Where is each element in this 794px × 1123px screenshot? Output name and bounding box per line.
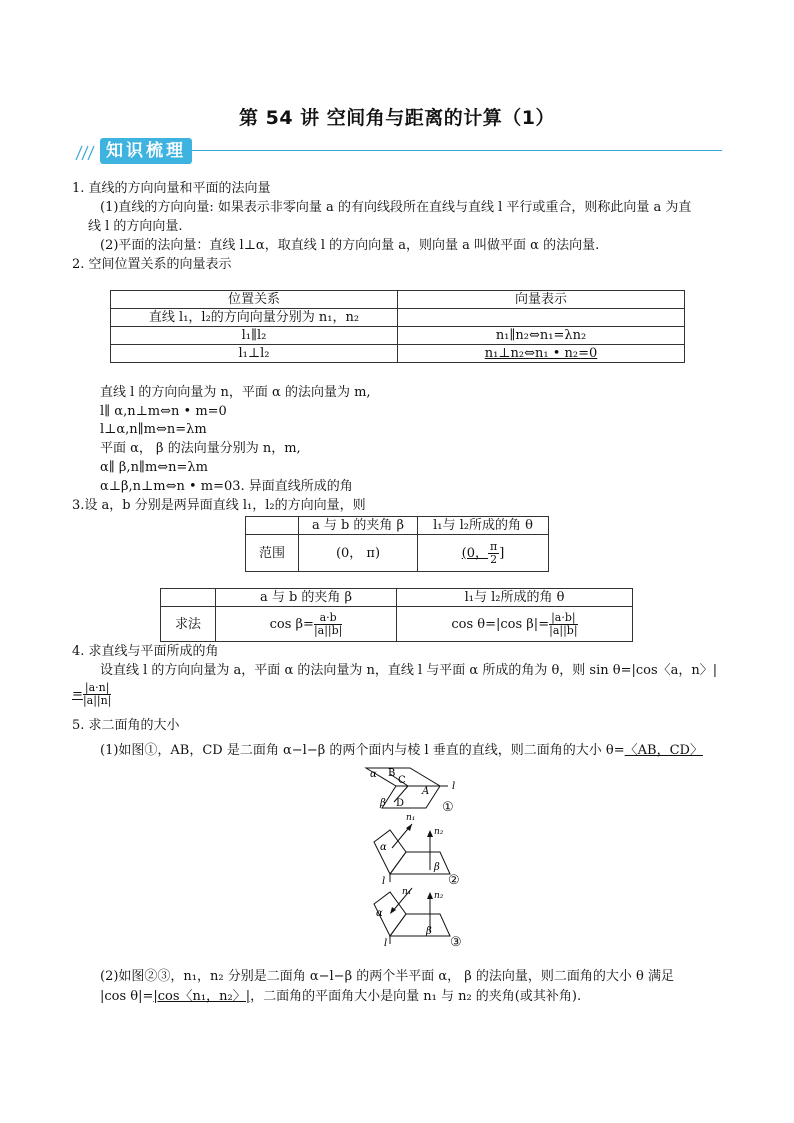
fig1-beta-label: β xyxy=(380,798,386,809)
s4-line1: 设直线 l 的方向向量为 a，平面 α 的法向量为 n，直线 l 与平面 α 所成的角为 θ，则 sin θ=|cos〈a，n〉| xyxy=(100,663,718,678)
range-theta: (0， $\frac{\pi}{2}$ ] xyxy=(418,535,549,572)
position-relation-table xyxy=(110,290,685,363)
angle-range-table xyxy=(245,516,549,572)
fig1-C-label: C xyxy=(398,775,406,786)
fig2-n2-label: n₂ xyxy=(434,827,444,837)
fig2-alpha-label: α xyxy=(380,842,387,853)
figure-number-2: ② xyxy=(448,873,460,888)
s2-line: α⊥β,n⊥m⇔n • m=03. 异面直线所成的角 xyxy=(100,479,353,494)
s3-intro: 3.设 a，b 分别是两异面直线 l₁，l₂的方向向量，则 xyxy=(72,498,366,513)
s2-line: 直线 l 的方向向量为 n，平面 α 的法向量为 m, xyxy=(100,385,371,400)
s1-p2: (2)平面的法向量：直线 l⊥α，取直线 l 的方向向量 a，则向量 a 叫做平面 α 的法向量. xyxy=(100,238,600,253)
fig1-B-label: B xyxy=(388,768,396,779)
s5-heading: 5. 求二面角的大小 xyxy=(72,718,180,733)
s4-formula: = $\frac{|a\cdot n|}{|a||n|}$ xyxy=(72,681,112,707)
range-beta: (0， π) xyxy=(299,535,418,572)
table-header: a 与 b 的夹角 β xyxy=(216,589,397,607)
s1-p1b: 线 l 的方向向量. xyxy=(88,219,183,234)
table-cell: l₁∥l₂ xyxy=(111,327,398,345)
section-header xyxy=(72,138,722,168)
s2-heading: 2. 空间位置关系的向量表示 xyxy=(72,257,232,272)
section-decoration-icon xyxy=(72,144,98,162)
section-badge: 知识梳理 xyxy=(100,138,192,164)
table-header: 位置关系 xyxy=(111,291,398,309)
fig2-n1-label: n₁ xyxy=(406,813,416,823)
fig2-beta-label: β xyxy=(434,862,440,873)
formula-cos-beta: cos β= $\frac{a\cdot b}{|a||b|}$ xyxy=(216,607,397,642)
angle-formula-table xyxy=(160,588,633,642)
fig2-l-label: l xyxy=(382,876,386,886)
table-cell: n₁⊥n₂⇔n₁ • n₂=0 xyxy=(398,345,685,363)
s5-p1: (1)如图①，AB，CD 是二面角 α−l−β 的两个面内与棱 l 垂直的直线，则二面角的大小 θ=〈AB，CD〉 xyxy=(100,743,703,758)
dihedral-figure-2 xyxy=(368,812,458,886)
figure-number-1: ① xyxy=(442,800,454,815)
s1-heading: 1. 直线的方向向量和平面的法向量 xyxy=(72,181,271,196)
page-title: 第 54 讲 空间角与距离的计算（1） xyxy=(238,107,555,129)
table-header: l₁与 l₂所成的角 θ xyxy=(397,589,633,607)
table-header xyxy=(161,589,216,607)
figure-number-3: ③ xyxy=(450,935,462,950)
s4-heading: 4. 求直线与平面所成的角 xyxy=(72,644,219,659)
fig1-D-label: D xyxy=(396,798,405,809)
row-label: 求法 xyxy=(161,607,216,642)
table-cell: 直线 l₁，l₂的方向向量分别为 n₁，n₂ xyxy=(111,309,398,327)
s1-p1a: (1)直线的方向向量: 如果表示非零向量 a 的有向线段所在直线与直线 l 平行或重合，则称此向量 a 为直 xyxy=(100,200,692,215)
formula-cos-theta: cos θ=|cos β|= $\frac{|a\cdot b|}{|a||b|}$ xyxy=(397,607,633,642)
fig3-l-label: l xyxy=(384,938,388,948)
s5-p2a: (2)如图②③，n₁，n₂ 分别是二面角 α−l−β 的两个半平面 α， β 的法向量，则二面角的大小 θ 满足 xyxy=(100,969,674,984)
s2-line: α∥ β,n∥m⇔n=λm xyxy=(100,460,208,475)
table-header: l₁与 l₂所成的角 θ xyxy=(418,517,549,535)
s2-line: 平面 α， β 的法向量分别为 n，m, xyxy=(100,441,301,456)
table-header: a 与 b 的夹角 β xyxy=(299,517,418,535)
fig1-A-label: A xyxy=(422,786,430,797)
fig3-n2-label: n₂ xyxy=(434,891,444,901)
table-header xyxy=(246,517,299,535)
s2-line: l⊥α,n∥m⇔n=λm xyxy=(100,422,207,437)
row-label: 范围 xyxy=(246,535,299,572)
s2-line: l∥ α,n⊥m⇔n • m=0 xyxy=(100,404,227,419)
dihedral-figure-3 xyxy=(368,882,458,948)
s5-p2b: |cos θ|=|cos〈n₁，n₂〉|，二面角的平面角大小是向量 n₁ 与 n₂ 的夹角(或其补角). xyxy=(100,989,582,1004)
table-cell xyxy=(398,309,685,327)
table-header: 向量表示 xyxy=(398,291,685,309)
fig3-beta-label: β xyxy=(426,926,432,937)
fig3-alpha-label: α xyxy=(376,908,383,919)
fig1-l-label: l xyxy=(452,781,456,792)
table-cell: l₁⊥l₂ xyxy=(111,345,398,363)
table-cell: n₁∥n₂⇔n₁=λn₂ xyxy=(398,327,685,345)
fig3-n1-label: n₁ xyxy=(402,887,412,897)
fig1-alpha-label: α xyxy=(370,769,377,780)
